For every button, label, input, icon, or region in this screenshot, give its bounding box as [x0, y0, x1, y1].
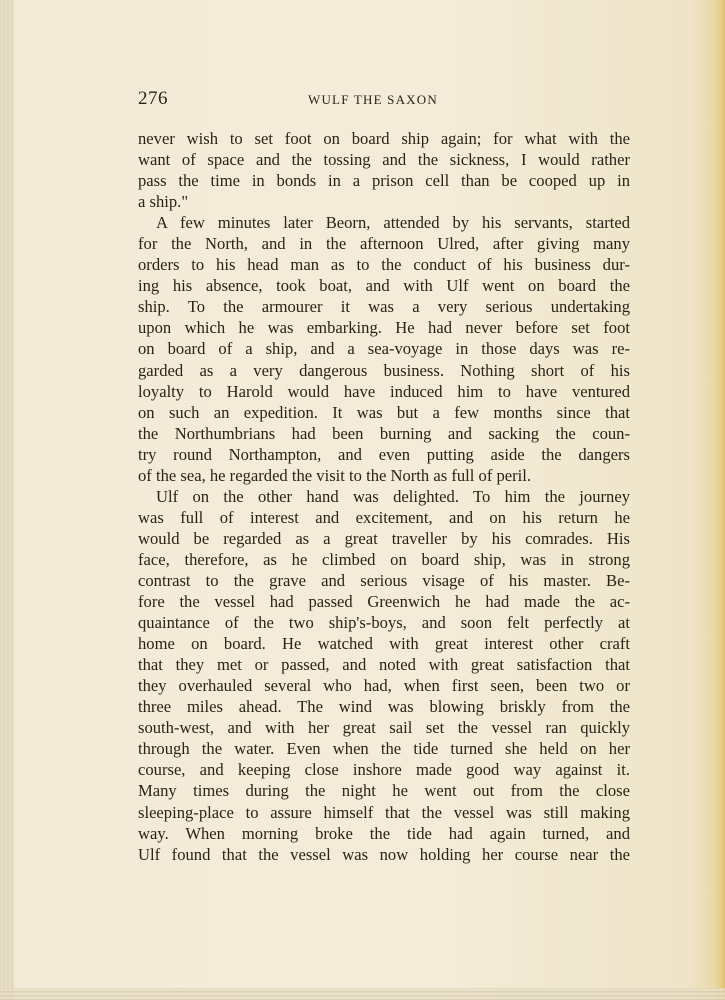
- text-line: fore the vessel had passed Greenwich he had made the ac-: [138, 592, 630, 612]
- text-line: south-west, and with her great sail set the vessel ran quickly: [138, 718, 630, 738]
- text-line: quaintance of the two ship's-boys, and soon felt perfectly at: [138, 613, 630, 633]
- text-line: for the North, and in the afternoon Ulred, after giving many: [138, 234, 630, 254]
- running-title: WULF THE SAXON: [308, 92, 438, 107]
- text-line: pass the time in bonds in a prison cell than be cooped up in: [138, 171, 630, 191]
- text-line: face, therefore, as he climbed on board ship, was in strong: [138, 549, 630, 569]
- page-header: [138, 88, 630, 116]
- text-line: want of space and the tossing and the sickness, I would rather: [138, 150, 630, 170]
- text-line: try round Northampton, and even putting aside the dangers: [138, 444, 630, 464]
- text-line: ing his absence, took boat, and with Ulf went on board the: [138, 276, 630, 296]
- text-line: upon which he was embarking. He had never before set foot: [138, 318, 630, 338]
- text-line: through the water. Even when the tide turned she held on her: [138, 739, 630, 759]
- page-number: 276: [138, 88, 168, 109]
- text-line: orders to his head man as to the conduct of his business dur-: [138, 255, 630, 275]
- text-line: Many times during the night he went out from the close: [138, 781, 630, 801]
- text-line: home on board. He watched with great interest other craft: [138, 634, 630, 654]
- text-line: a ship.": [138, 192, 189, 212]
- text-line: that they met or passed, and noted with great satisfaction that: [138, 655, 630, 675]
- text-line: the Northumbrians had been burning and sacking the coun-: [138, 423, 630, 443]
- text-line: was full of interest and excitement, and on his return he: [138, 507, 630, 527]
- text-line: contrast to the grave and serious visage of his master. Be-: [138, 570, 630, 590]
- page-bottom-edge: [0, 988, 725, 1000]
- text-line: would be regarded as a great traveller by his comrades. His: [138, 528, 630, 548]
- text-line: of the sea, he regarded the visit to the North as full of peril.: [138, 465, 532, 485]
- text-line: three miles ahead. The wind was blowing briskly from the: [138, 697, 630, 717]
- text-line: on board of a ship, and a sea-voyage in those days was re-: [138, 339, 630, 359]
- page-edge: [715, 0, 725, 1000]
- text-line: they overhauled several who had, when first seen, been two or: [138, 676, 630, 696]
- text-line: Ulf on the other hand was delighted. To him the journey: [156, 486, 630, 506]
- text-line: ship. To the armourer it was a very serious undertaking: [138, 297, 630, 317]
- text-line: loyalty to Harold would have induced him to have ventured: [138, 381, 630, 401]
- body-text: [138, 128, 630, 865]
- text-line: course, and keeping close inshore made good way against it.: [138, 760, 630, 780]
- text-line: Ulf found that the vessel was now holding her course near the: [138, 844, 630, 864]
- text-line: way. When morning broke the tide had again turned, and: [138, 823, 630, 843]
- binding-gutter: [0, 0, 14, 1000]
- text-line: garded as a very dangerous business. Nothing short of his: [138, 360, 630, 380]
- text-line: on such an expedition. It was but a few months since that: [138, 402, 630, 422]
- text-line: never wish to set foot on board ship again; for what with the: [138, 129, 630, 148]
- text-line: sleeping-place to assure himself that the vessel was still making: [138, 802, 630, 822]
- text-line: A few minutes later Beorn, attended by his servants, started: [156, 213, 630, 233]
